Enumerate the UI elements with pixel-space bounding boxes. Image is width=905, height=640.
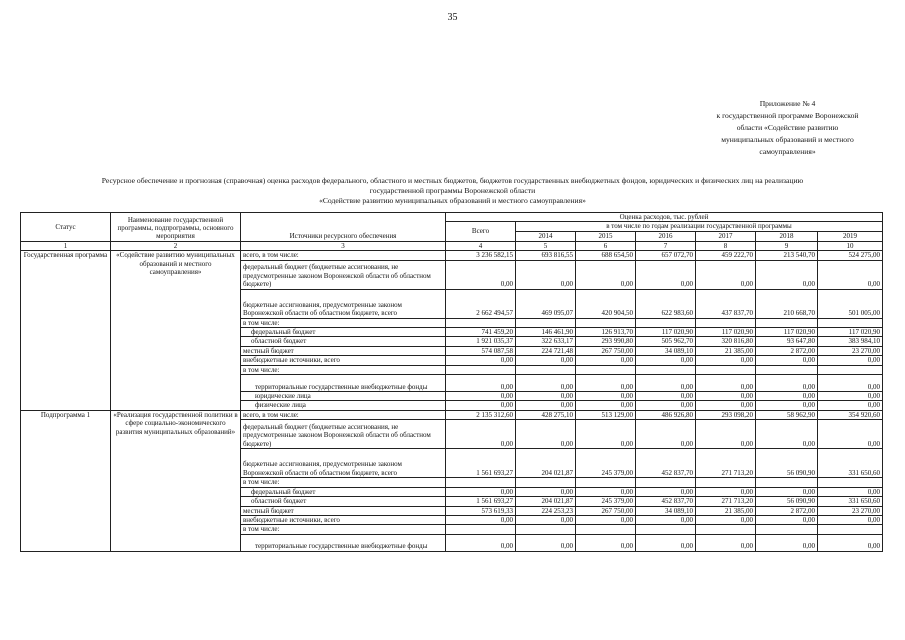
value-cell <box>756 478 818 487</box>
header-name: Наименование государственной программы, подпрограммы, основного мероприятия <box>111 213 241 242</box>
value-cell <box>636 318 696 327</box>
row-source-label: местный бюджет <box>241 506 446 515</box>
value-cell: 0,00 <box>576 534 636 551</box>
appendix-line: Приложение № 4 <box>759 99 816 108</box>
value-cell: 0,00 <box>636 420 696 449</box>
value-cell: 0,00 <box>636 401 696 410</box>
row-source-label: внебюджетные источники, всего <box>241 356 446 365</box>
value-cell: 224 721,48 <box>516 346 576 355</box>
appendix-line: муниципальных образований и местного <box>721 135 854 144</box>
value-cell: 0,00 <box>696 356 756 365</box>
value-cell: 0,00 <box>516 534 576 551</box>
value-cell: 0,00 <box>696 260 756 289</box>
value-cell: 0,00 <box>576 375 636 392</box>
value-cell: 505 962,70 <box>636 337 696 346</box>
value-cell <box>818 365 883 374</box>
value-cell: 0,00 <box>446 356 516 365</box>
value-cell: 210 668,70 <box>756 289 818 318</box>
heading-line: Ресурсное обеспечение и прогнозная (справочная) оценка расходов федерального, областного и местных бюджетов, бюджетов государственных внебюджетных фондов, юридических и физических лиц на реализацию <box>101 176 804 185</box>
value-cell: 0,00 <box>576 392 636 401</box>
value-cell <box>818 318 883 327</box>
value-cell: 1 921 035,37 <box>446 337 516 346</box>
header-status: Статус <box>21 213 111 242</box>
row-source-label: юридические лица <box>241 392 446 401</box>
value-cell <box>696 478 756 487</box>
row-source-label: федеральный бюджет (бюджетные ассигнования, не предусмотренные законом Воронежской области об областном бюджете) <box>241 260 446 289</box>
page-number: 35 <box>447 12 458 23</box>
value-cell: 0,00 <box>818 260 883 289</box>
appendix-note <box>700 98 875 158</box>
value-cell: 0,00 <box>696 420 756 449</box>
header-year: 2017 <box>696 231 756 241</box>
header-col-number: 3 <box>241 241 446 250</box>
value-cell: 293 098,20 <box>696 410 756 419</box>
value-cell: 3 236 582,15 <box>446 251 516 260</box>
heading-line: «Содействие развитию муниципальных образований и местного самоуправления» <box>319 196 586 205</box>
value-cell: 0,00 <box>576 356 636 365</box>
value-cell <box>818 478 883 487</box>
row-program-name: «Реализация государственной политики в сфере социально-экономического развития муниципальных образований» <box>111 410 241 551</box>
row-source-label: бюджетные ассигнования, предусмотренные законом Воронежской области об областном бюджете, всего <box>241 289 446 318</box>
value-cell: 204 021,87 <box>516 497 576 506</box>
value-cell: 0,00 <box>756 515 818 524</box>
value-cell: 21 385,00 <box>696 506 756 515</box>
header-col-number: 7 <box>636 241 696 250</box>
value-cell <box>696 365 756 374</box>
value-cell <box>576 365 636 374</box>
value-cell: 0,00 <box>756 375 818 392</box>
value-cell: 267 750,00 <box>576 346 636 355</box>
value-cell <box>446 478 516 487</box>
row-source-label: в том числе: <box>241 365 446 374</box>
header-year: 2018 <box>756 231 818 241</box>
heading-line: государственной программы Воронежской области <box>369 186 536 195</box>
value-cell <box>516 318 576 327</box>
value-cell: 657 072,70 <box>636 251 696 260</box>
value-cell: 0,00 <box>576 401 636 410</box>
value-cell: 622 983,60 <box>636 289 696 318</box>
value-cell: 271 713,20 <box>696 449 756 478</box>
value-cell: 2 662 494,57 <box>446 289 516 318</box>
row-source-label: территориальные государственные внебюджетные фонды <box>241 534 446 551</box>
value-cell: 0,00 <box>576 515 636 524</box>
value-cell: 0,00 <box>696 375 756 392</box>
value-cell: 0,00 <box>636 260 696 289</box>
value-cell: 271 713,20 <box>696 497 756 506</box>
value-cell: 21 385,00 <box>696 346 756 355</box>
value-cell: 0,00 <box>696 515 756 524</box>
value-cell: 0,00 <box>446 401 516 410</box>
value-cell: 0,00 <box>516 356 576 365</box>
value-cell: 469 095,07 <box>516 289 576 318</box>
value-cell: 224 253,23 <box>516 506 576 515</box>
value-cell: 0,00 <box>446 392 516 401</box>
value-cell: 204 021,87 <box>516 449 576 478</box>
value-cell: 0,00 <box>636 515 696 524</box>
value-cell: 117 020,90 <box>696 328 756 337</box>
value-cell: 0,00 <box>446 487 516 496</box>
header-estimate: Оценка расходов, тыс. рублей <box>446 213 883 222</box>
value-cell: 420 904,50 <box>576 289 636 318</box>
value-cell <box>516 365 576 374</box>
value-cell <box>756 365 818 374</box>
header-year: 2016 <box>636 231 696 241</box>
resource-table <box>20 212 883 552</box>
value-cell: 0,00 <box>756 534 818 551</box>
value-cell <box>446 525 516 534</box>
row-source-label: в том числе: <box>241 318 446 327</box>
header-col-number: 5 <box>516 241 576 250</box>
header-sources: Источники ресурсного обеспечения <box>241 213 446 242</box>
value-cell: 0,00 <box>636 487 696 496</box>
value-cell: 1 561 693,27 <box>446 449 516 478</box>
appendix-line: области «Содействие развитию <box>736 123 839 132</box>
value-cell: 0,00 <box>818 515 883 524</box>
value-cell: 0,00 <box>756 392 818 401</box>
value-cell: 0,00 <box>818 392 883 401</box>
value-cell: 213 540,70 <box>756 251 818 260</box>
value-cell: 23 270,00 <box>818 506 883 515</box>
row-source-label: федеральный бюджет (бюджетные ассигнования, не предусмотренные законом Воронежской области об областном бюджете) <box>241 420 446 449</box>
value-cell: 486 926,80 <box>636 410 696 419</box>
value-cell: 2 872,00 <box>756 506 818 515</box>
value-cell: 245 379,00 <box>576 497 636 506</box>
appendix-line: к государственной программе Воронежской <box>716 111 859 120</box>
value-cell: 293 990,80 <box>576 337 636 346</box>
value-cell: 0,00 <box>818 375 883 392</box>
value-cell: 117 020,90 <box>636 328 696 337</box>
value-cell: 1 561 693,27 <box>446 497 516 506</box>
table-row <box>21 410 883 419</box>
value-cell <box>446 365 516 374</box>
value-cell: 0,00 <box>818 487 883 496</box>
value-cell: 688 654,50 <box>576 251 636 260</box>
value-cell: 58 962,90 <box>756 410 818 419</box>
value-cell <box>636 478 696 487</box>
value-cell: 383 984,10 <box>818 337 883 346</box>
value-cell: 0,00 <box>696 534 756 551</box>
header-col-number: 8 <box>696 241 756 250</box>
value-cell: 0,00 <box>696 392 756 401</box>
value-cell: 56 090,90 <box>756 449 818 478</box>
value-cell: 0,00 <box>818 534 883 551</box>
value-cell: 459 222,70 <box>696 251 756 260</box>
value-cell: 0,00 <box>818 356 883 365</box>
value-cell: 2 135 312,60 <box>446 410 516 419</box>
value-cell: 0,00 <box>446 260 516 289</box>
row-source-label: внебюджетные источники, всего <box>241 515 446 524</box>
value-cell: 34 089,10 <box>636 346 696 355</box>
row-source-label: областной бюджет <box>241 337 446 346</box>
value-cell <box>576 525 636 534</box>
row-source-label: всего, в том числе: <box>241 410 446 419</box>
value-cell: 2 872,00 <box>756 346 818 355</box>
value-cell: 501 005,00 <box>818 289 883 318</box>
header-col-number: 9 <box>756 241 818 250</box>
row-source-label: физические лица <box>241 401 446 410</box>
value-cell: 0,00 <box>516 515 576 524</box>
value-cell: 0,00 <box>446 515 516 524</box>
row-source-label: территориальные государственные внебюджетные фонды <box>241 375 446 392</box>
document-heading <box>30 176 875 206</box>
value-cell: 23 270,00 <box>818 346 883 355</box>
value-cell: 0,00 <box>516 487 576 496</box>
value-cell: 574 087,58 <box>446 346 516 355</box>
value-cell: 0,00 <box>446 375 516 392</box>
value-cell: 0,00 <box>818 401 883 410</box>
value-cell: 93 647,80 <box>756 337 818 346</box>
header-year: 2019 <box>818 231 883 241</box>
header-col-number: 6 <box>576 241 636 250</box>
value-cell <box>636 365 696 374</box>
value-cell: 0,00 <box>636 534 696 551</box>
header-col-number: 1 <box>21 241 111 250</box>
value-cell: 693 816,55 <box>516 251 576 260</box>
table-row <box>21 251 883 260</box>
value-cell: 0,00 <box>636 392 696 401</box>
row-source-label: областной бюджет <box>241 497 446 506</box>
value-cell: 452 837,70 <box>636 449 696 478</box>
row-source-label: федеральный бюджет <box>241 328 446 337</box>
value-cell: 245 379,00 <box>576 449 636 478</box>
value-cell: 0,00 <box>756 356 818 365</box>
value-cell: 0,00 <box>516 392 576 401</box>
row-source-label: в том числе: <box>241 478 446 487</box>
value-cell: 0,00 <box>696 487 756 496</box>
value-cell: 56 090,90 <box>756 497 818 506</box>
value-cell <box>446 318 516 327</box>
value-cell: 0,00 <box>516 260 576 289</box>
value-cell: 117 020,90 <box>756 328 818 337</box>
value-cell: 126 913,70 <box>576 328 636 337</box>
value-cell: 437 837,70 <box>696 289 756 318</box>
row-status: Государственная программа <box>21 251 111 411</box>
value-cell: 0,00 <box>756 401 818 410</box>
row-program-name: «Содействие развитию муниципальных образований и местного самоуправления» <box>111 251 241 411</box>
value-cell: 331 650,60 <box>818 497 883 506</box>
header-col-number: 10 <box>818 241 883 250</box>
value-cell: 34 089,10 <box>636 506 696 515</box>
appendix-line: самоуправления» <box>759 147 816 156</box>
value-cell: 0,00 <box>576 260 636 289</box>
value-cell <box>696 525 756 534</box>
value-cell: 0,00 <box>756 487 818 496</box>
row-source-label: местный бюджет <box>241 346 446 355</box>
value-cell: 524 275,00 <box>818 251 883 260</box>
value-cell: 0,00 <box>576 487 636 496</box>
value-cell: 117 020,90 <box>818 328 883 337</box>
value-cell <box>696 318 756 327</box>
value-cell <box>636 525 696 534</box>
row-source-label: федеральный бюджет <box>241 487 446 496</box>
header-by-years: в том числе по годам реализации государственной программы <box>516 222 883 231</box>
row-source-label: бюджетные ассигнования, предусмотренные законом Воронежской области об областном бюджете, всего <box>241 449 446 478</box>
row-source-label: в том числе: <box>241 525 446 534</box>
value-cell: 331 650,60 <box>818 449 883 478</box>
value-cell <box>576 318 636 327</box>
value-cell: 428 275,10 <box>516 410 576 419</box>
header-total: Всего <box>446 222 516 241</box>
value-cell <box>516 525 576 534</box>
value-cell: 320 816,80 <box>696 337 756 346</box>
value-cell: 0,00 <box>818 420 883 449</box>
value-cell: 354 920,60 <box>818 410 883 419</box>
value-cell <box>576 478 636 487</box>
value-cell: 452 837,70 <box>636 497 696 506</box>
header-year: 2015 <box>576 231 636 241</box>
value-cell: 0,00 <box>696 401 756 410</box>
value-cell: 0,00 <box>636 375 696 392</box>
value-cell: 322 633,17 <box>516 337 576 346</box>
header-col-number: 2 <box>111 241 241 250</box>
value-cell: 0,00 <box>576 420 636 449</box>
value-cell: 267 750,00 <box>576 506 636 515</box>
row-source-label: всего, в том числе: <box>241 251 446 260</box>
value-cell <box>756 318 818 327</box>
value-cell: 0,00 <box>446 534 516 551</box>
value-cell: 0,00 <box>446 420 516 449</box>
value-cell: 573 619,33 <box>446 506 516 515</box>
value-cell: 0,00 <box>756 260 818 289</box>
value-cell: 0,00 <box>636 356 696 365</box>
value-cell: 0,00 <box>756 420 818 449</box>
value-cell: 513 129,00 <box>576 410 636 419</box>
value-cell: 146 461,90 <box>516 328 576 337</box>
header-col-number: 4 <box>446 241 516 250</box>
value-cell <box>756 525 818 534</box>
value-cell <box>818 525 883 534</box>
value-cell <box>516 478 576 487</box>
value-cell: 0,00 <box>516 420 576 449</box>
value-cell: 0,00 <box>516 401 576 410</box>
row-status: Подпрограмма 1 <box>21 410 111 551</box>
value-cell: 741 459,20 <box>446 328 516 337</box>
value-cell: 0,00 <box>516 375 576 392</box>
header-year: 2014 <box>516 231 576 241</box>
